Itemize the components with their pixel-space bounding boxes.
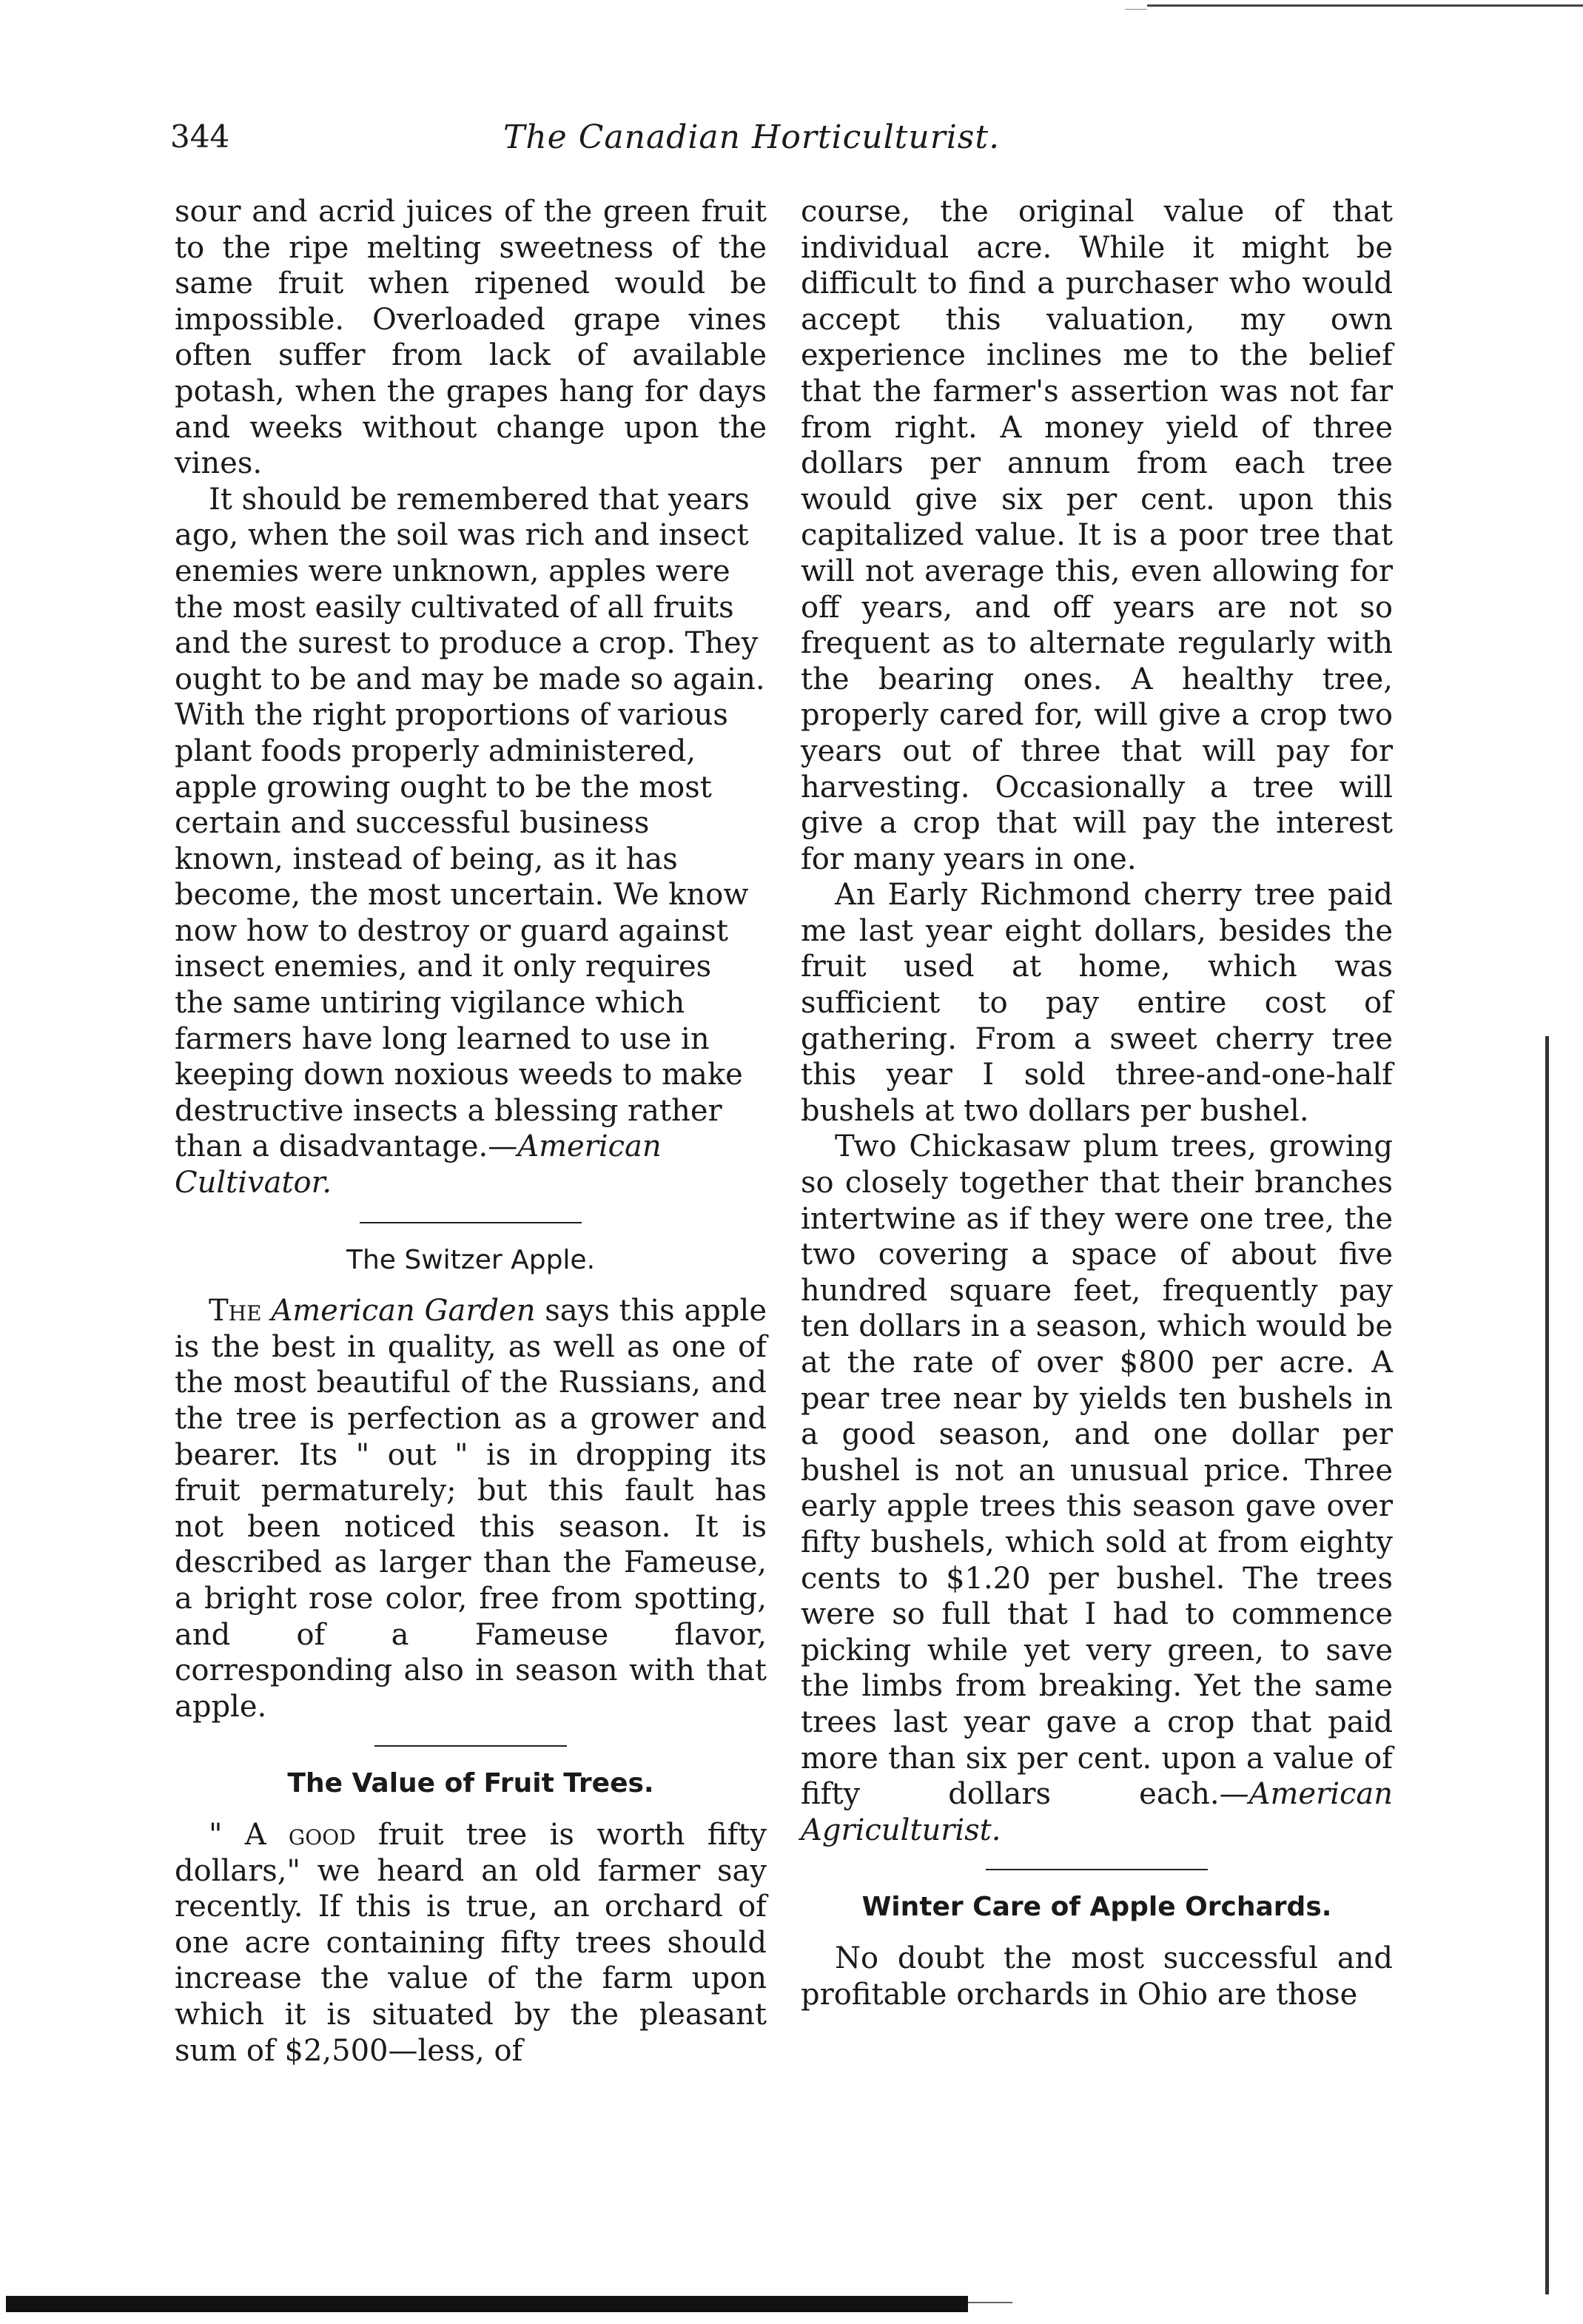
winter-care-paragraph: No doubt the most successful and profitable orchards in Ohio are those (801, 1941, 1393, 2012)
switzer-apple-title: The Switzer Apple. (346, 1244, 596, 1275)
winter-care-title: Winter Care of Apple Orchards. (861, 1892, 1332, 1923)
plum-trees-paragraph (801, 1129, 1393, 1848)
apple-growing-text: It should be remembered that years ago, when the soil was rich and insect enemies were unknown, apples were the most easily cultivated of all fruits and the surest to produce a crop. They ought to be and may be made so again. With the right proportions of various plant foods properly administered, apple growing ought to be the most certain and successful business known, instead of being, as it has become, the most uncertain. We know now how to destroy or guard against insect enemies, and it only requires the same untiring vigilance which farmers have long learned to use in keeping down noxious weeds to make destructive insects a blessing rather than a disadvantage.— (175, 482, 765, 1164)
page-number: 344 (170, 118, 230, 155)
page-header (170, 118, 1391, 163)
value-lead-words: " A good (209, 1817, 356, 1852)
switzer-apple-paragraph (175, 1293, 767, 1724)
switzer-lead-word: The (209, 1294, 262, 1329)
left-paragraph-continued: sour and acrid juices of the green fruit to the ripe melting sweetness of the same fruit when ripened would be impossible. Overloaded grape vines often suffer from lack of available potash, when the grapes hang for days and weeks without change upon the vines. (175, 195, 767, 481)
plum-trees-text: Two Chickasaw plum trees, growing so closely together that their branches intertwine as if they were one tree, the two covering a space of about five hundred square feet, frequently pay ten dollars in a season, which would be at the rate of over $800 per acre. A pear tree near by yields ten bushels in a good season, and one dollar per bushel is not an unusual price. Three early apple trees this season gave over fifty bushels, which sold at from eighty cents to $1.20 per bushel. The trees were so full that I had to commence picking while yet very green, to save the limbs from breaking. Yet the same trees last year gave a crop that paid more than six per cent. upon a value of fifty dollars each.— (801, 1129, 1393, 1812)
left-column (175, 194, 767, 2069)
top-edge-rule-thin (1125, 9, 1147, 10)
american-garden-ref: American Garden (271, 1294, 536, 1329)
right-page-edge (1545, 1036, 1549, 2294)
bottom-page-edge-tail (968, 2302, 1012, 2303)
value-of-fruit-trees-paragraph (175, 1817, 767, 2069)
section-divider (374, 1745, 567, 1747)
top-edge-rule (1147, 4, 1583, 7)
section-divider (360, 1222, 582, 1223)
cherry-tree-paragraph: An Early Richmond cherry tree paid me last year eight dollars, besides the fruit used at home, which was sufficient to pay entire cost of gathering. From a sweet cherry tree this year I sold three-and-one-half bushels at two dollars per bushel. (801, 878, 1393, 1128)
bottom-page-edge (6, 2296, 968, 2312)
source-american-agriculturist: American Agriculturist. (801, 1777, 1393, 1847)
right-column (801, 194, 1393, 2012)
value-of-fruit-trees-title: The Value of Fruit Trees. (287, 1768, 654, 1799)
right-paragraph-continued: course, the original value of that individual acre. While it might be difficult to find a purchaser who would accept this valuation, my own experience inclines me to the belief that the farmer's assertion was not far from right. A money yield of three dollars per annum from each tree would give six per cent. upon this capitalized value. It is a poor tree that will not average this, even allowing for off years, and off years are not so frequent as to alternate regularly with the bearing ones. A healthy tree, properly cared for, will give a crop two years out of three that will pay for harvesting. Occasionally a tree will give a crop that will pay the interest for many years in one. (801, 195, 1393, 876)
left-paragraph-apple-growing (175, 482, 767, 1201)
source-american-cultivator: American Cultivator. (175, 1129, 662, 1200)
value-body-text: fruit tree is worth fifty dollars," we heard an old farmer say recently. If this is true, an orchard of one acre containing fifty trees should increase the value of the farm upon which it is situated by the pleasant sum of $2,500—less, of (175, 1817, 767, 2068)
section-divider (986, 1869, 1208, 1870)
journal-title: The Canadian Horticulturist. (503, 118, 1001, 156)
switzer-body-text: says this apple is the best in quality, as well as one of the most beautiful of the Russians, and the tree is perfection as a grower and bearer. Its " out " is in dropping its fruit permaturely; but this fault has not been noticed this season. It is described as larger than the Fameuse, a bright rose color, free from spotting, and of a Fameuse flavor, corresponding also in season with that apple. (175, 1294, 767, 1724)
